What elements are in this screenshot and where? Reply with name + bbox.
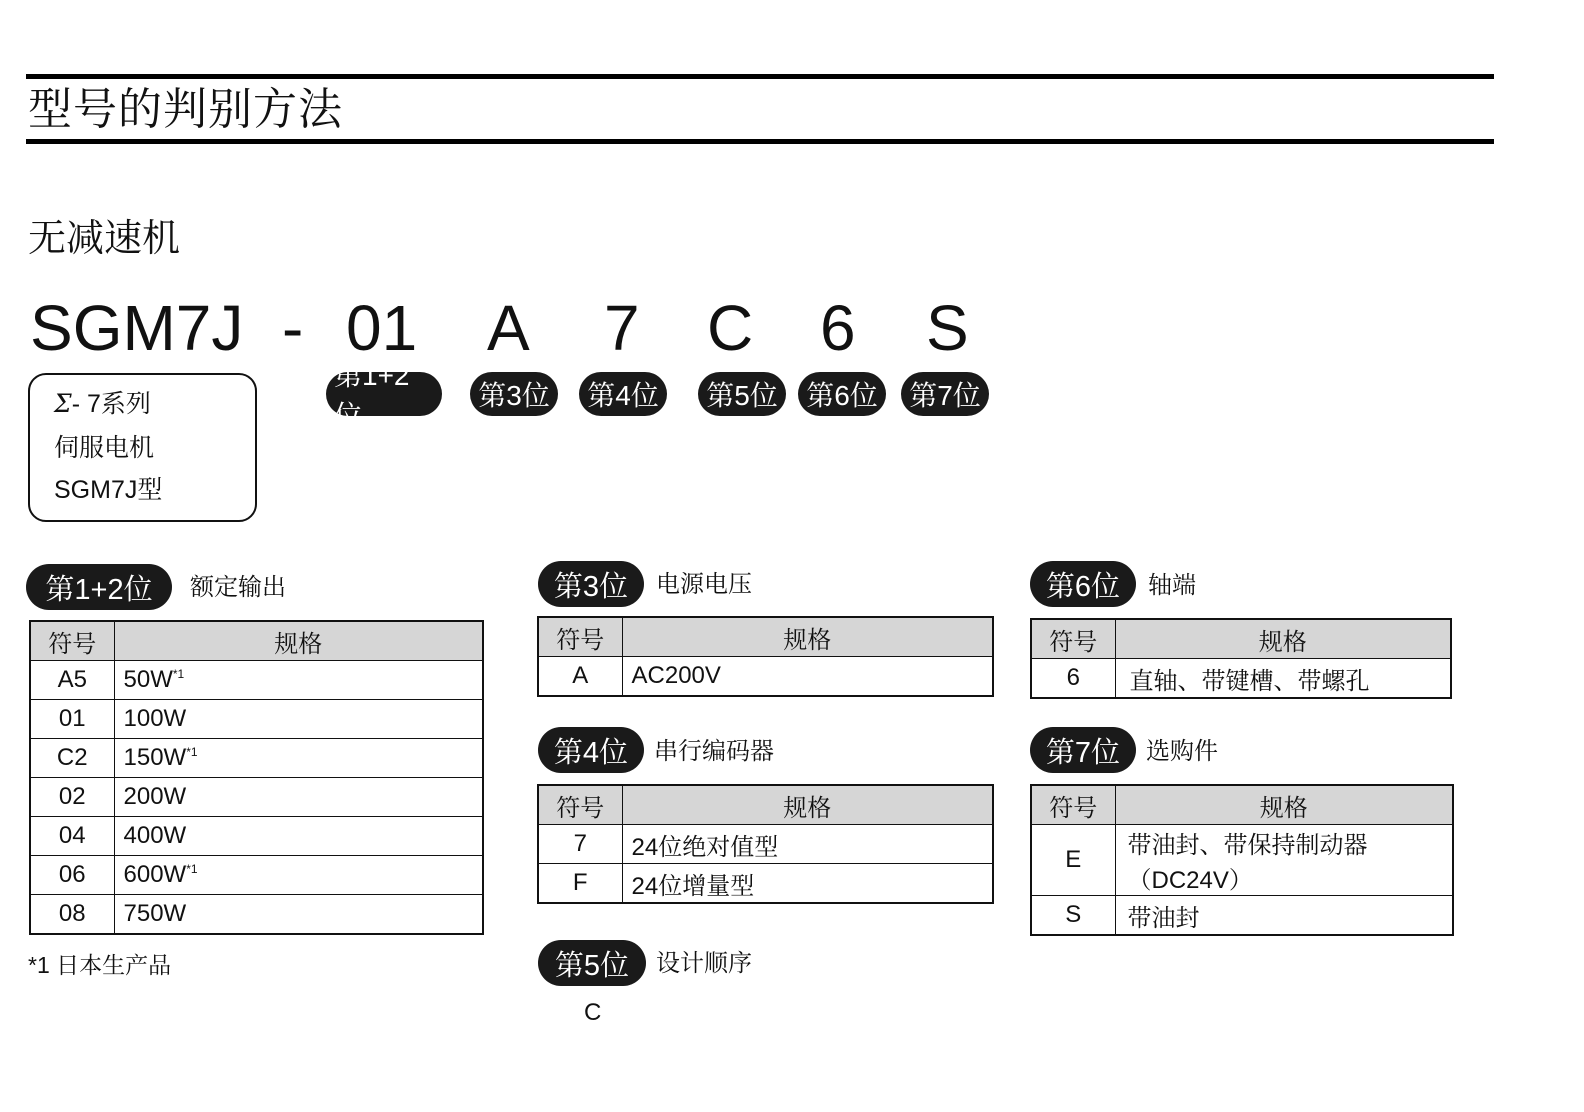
series-label: - 7系列 <box>71 390 151 418</box>
table-header-row <box>538 617 993 657</box>
footnote-marker: *1 <box>186 745 198 759</box>
group-pill-7: 第7位 <box>1030 727 1136 773</box>
table-row <box>538 657 993 697</box>
series-model: SGM7J型 <box>54 476 163 504</box>
position-pill-4: 第4位 <box>579 372 667 416</box>
cell-symbol: 06 <box>30 856 114 895</box>
group-pill-4: 第4位 <box>538 727 644 773</box>
cell-spec <box>114 778 483 817</box>
spec-value: 600W <box>123 861 187 888</box>
cell-spec <box>114 739 483 778</box>
options-table <box>1030 784 1454 936</box>
group-pill-5: 第5位 <box>538 940 646 986</box>
cell-symbol: A5 <box>30 661 114 700</box>
position-pill-7: 第7位 <box>901 372 989 416</box>
model-digit-6: 6 <box>820 292 856 364</box>
table-row <box>30 895 483 935</box>
model-dash: - <box>282 292 304 364</box>
spec-value: 100W <box>123 705 187 732</box>
header-spec: 规格 <box>1115 785 1453 825</box>
serial-encoder-table <box>537 784 994 904</box>
group-label-design-sequence: 设计顺序 <box>656 950 752 977</box>
cell-symbol: 02 <box>30 778 114 817</box>
model-digit-3: A <box>487 292 530 364</box>
table-header-row <box>1031 785 1453 825</box>
cell-symbol: 08 <box>30 895 114 935</box>
series-type: 伺服电机 <box>54 434 155 462</box>
model-digit-4: 7 <box>604 292 640 364</box>
model-digit-7: S <box>926 292 969 364</box>
cell-spec <box>114 700 483 739</box>
header-spec: 规格 <box>1115 619 1451 659</box>
design-sequence-value: C <box>584 999 602 1026</box>
cell-spec <box>114 856 483 895</box>
title-top-rule <box>26 74 1494 79</box>
cell-spec <box>114 661 483 700</box>
cell-spec: AC200V <box>622 657 993 697</box>
group-pill-6: 第6位 <box>1030 561 1136 607</box>
table-row <box>30 739 483 778</box>
table-header-row <box>30 621 483 661</box>
title-bottom-rule <box>26 139 1494 144</box>
position-pill-5: 第5位 <box>698 372 786 416</box>
group-label-options: 选购件 <box>1146 738 1218 765</box>
cell-spec: 直轴、带键槽、带螺孔 <box>1115 659 1451 699</box>
table-row <box>30 661 483 700</box>
cell-symbol: 04 <box>30 817 114 856</box>
cell-symbol: C2 <box>30 739 114 778</box>
spec-value: 400W <box>123 822 187 849</box>
table-row <box>1031 659 1451 699</box>
model-digit-1-2: 01 <box>346 292 418 364</box>
header-symbol: 符号 <box>538 617 622 657</box>
cell-symbol: 7 <box>538 825 622 864</box>
cell-spec <box>114 817 483 856</box>
footnote-marker: *1 <box>186 862 198 876</box>
cell-symbol: F <box>538 864 622 904</box>
header-symbol: 符号 <box>30 621 114 661</box>
rated-output-table <box>29 620 484 935</box>
cell-spec: 带油封、带保持制动器（DC24V） <box>1115 825 1453 896</box>
header-symbol: 符号 <box>1031 785 1115 825</box>
footnote-japan-made: *1 日本生产品 <box>28 952 172 978</box>
spec-value: 750W <box>123 900 187 927</box>
group-pill-3: 第3位 <box>538 561 644 607</box>
position-pill-1-2: 第1+2位 <box>326 372 442 416</box>
table-row <box>538 864 993 904</box>
group-label-rated-output: 额定输出 <box>190 574 286 601</box>
spec-value: 200W <box>123 783 187 810</box>
shaft-end-table <box>1030 618 1452 699</box>
cell-symbol: 6 <box>1031 659 1115 699</box>
group-label-serial-encoder: 串行编码器 <box>654 738 774 765</box>
section-title: 无减速机 <box>28 218 181 260</box>
group-pill-1-2: 第1+2位 <box>26 564 172 610</box>
series-name <box>54 389 151 419</box>
table-header-row <box>538 785 993 825</box>
power-voltage-table <box>537 616 994 697</box>
spec-value: 50W <box>123 666 173 693</box>
table-row <box>30 778 483 817</box>
cell-symbol: E <box>1031 825 1115 896</box>
cell-symbol: 01 <box>30 700 114 739</box>
model-digit-5: C <box>707 292 754 364</box>
series-box <box>28 373 257 522</box>
cell-symbol: A <box>538 657 622 697</box>
header-spec: 规格 <box>622 785 993 825</box>
cell-spec <box>114 895 483 935</box>
table-row <box>30 817 483 856</box>
table-row <box>1031 825 1453 896</box>
sigma-symbol: Σ <box>54 389 72 418</box>
table-header-row <box>1031 619 1451 659</box>
page-title: 型号的判别方法 <box>28 85 343 134</box>
position-pill-6: 第6位 <box>798 372 886 416</box>
cell-spec: 带油封 <box>1115 896 1453 936</box>
model-base-code: SGM7J <box>30 292 244 364</box>
table-row <box>30 856 483 895</box>
table-row <box>30 700 483 739</box>
header-symbol: 符号 <box>538 785 622 825</box>
table-row <box>1031 896 1453 936</box>
cell-symbol: S <box>1031 896 1115 936</box>
group-label-shaft-end: 轴端 <box>1148 572 1196 599</box>
header-spec: 规格 <box>114 621 483 661</box>
cell-spec: 24位增量型 <box>622 864 993 904</box>
header-spec: 规格 <box>622 617 993 657</box>
header-symbol: 符号 <box>1031 619 1115 659</box>
cell-spec: 24位绝对值型 <box>622 825 993 864</box>
table-row <box>538 825 993 864</box>
position-pill-3: 第3位 <box>470 372 558 416</box>
group-label-power-voltage: 电源电压 <box>656 571 752 598</box>
footnote-marker: *1 <box>172 667 185 681</box>
spec-value: 150W <box>123 744 187 771</box>
